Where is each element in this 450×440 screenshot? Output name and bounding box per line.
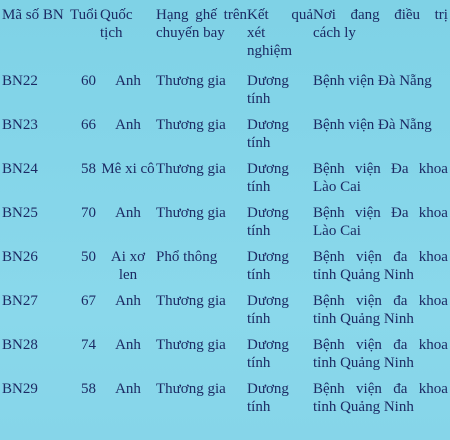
table-row <box>2 204 448 248</box>
treatment-place-line2: tỉnh Quảng Ninh <box>313 311 414 327</box>
table-row <box>2 380 448 424</box>
test-result-line1: Dương <box>247 73 289 89</box>
patient-nationality: Anh <box>115 205 141 221</box>
table-row <box>2 116 448 160</box>
treatment-place-line1 <box>313 336 448 354</box>
treatment-place-word: đa <box>393 337 408 353</box>
treatment-place-word: viện <box>354 161 381 177</box>
treatment-place-line1 <box>313 204 448 222</box>
patient-age: 67 <box>81 293 96 309</box>
treatment-place-word: Bệnh <box>313 249 345 265</box>
test-result-line1: Dương <box>247 381 289 397</box>
patient-nationality: Anh <box>115 293 141 309</box>
treatment-place-word: viện <box>356 293 382 309</box>
patient-age: 74 <box>81 337 96 353</box>
header-place-word: trị <box>434 7 448 23</box>
treatment-place-word: Bệnh <box>313 381 345 397</box>
treatment-place-word: khoa <box>418 205 448 221</box>
patient-nationality: Mê xi cô <box>101 161 155 177</box>
patient-test-result <box>247 72 313 108</box>
patient-test-result <box>247 380 313 416</box>
header-result-line3: nghiệm <box>247 43 292 59</box>
test-result-line2: tính <box>247 223 271 239</box>
treatment-place-line2: tỉnh Quảng Ninh <box>313 399 414 415</box>
treatment-place-word: khoa <box>418 161 448 177</box>
test-result-line1: Dương <box>247 205 289 221</box>
header-treatment-place <box>313 6 448 42</box>
header-patient-id: Mã số BN <box>2 7 64 23</box>
treatment-place-word: viện <box>354 205 381 221</box>
patient-id: BN27 <box>2 293 38 309</box>
test-result-line1: Dương <box>247 249 289 265</box>
patient-age: 70 <box>81 205 96 221</box>
header-result-word: quả <box>291 7 313 23</box>
test-result-line2: tính <box>247 311 271 327</box>
treatment-place-line1: Bệnh viện Đà Nẵng <box>313 117 432 133</box>
patient-treatment-place <box>313 204 448 240</box>
header-place-word: đang <box>350 7 380 23</box>
header-seat-word: Hạng <box>156 7 189 23</box>
treatment-place-line2: tỉnh Quảng Ninh <box>313 355 414 371</box>
patient-treatment-place <box>313 248 448 284</box>
table-row <box>2 248 448 292</box>
patient-nationality: Anh <box>115 337 141 353</box>
patient-test-result <box>247 116 313 152</box>
header-seat-class <box>156 6 247 42</box>
patient-seat-class: Thương gia <box>156 337 226 353</box>
table-row <box>2 160 448 204</box>
patient-nationality: Ai xơ len <box>110 249 146 283</box>
patient-seat-class: Thương gia <box>156 117 226 133</box>
patient-test-result <box>247 204 313 240</box>
header-result-line2: xét <box>247 25 266 41</box>
patient-nationality: Anh <box>115 117 141 133</box>
treatment-place-word: viện <box>356 249 382 265</box>
table-row <box>2 292 448 336</box>
patient-seat-class: Phổ thông <box>156 249 218 265</box>
patient-treatment-place <box>313 160 448 196</box>
patient-test-result <box>247 248 313 284</box>
test-result-line2: tính <box>247 267 271 283</box>
test-result-line2: tính <box>247 179 271 195</box>
treatment-place-word: Bệnh <box>313 161 345 177</box>
patient-treatment-place <box>313 380 448 416</box>
patient-age: 58 <box>81 161 96 177</box>
patient-test-result <box>247 160 313 196</box>
treatment-place-line2: Lào Cai <box>313 179 361 195</box>
header-result-line1 <box>247 6 313 24</box>
header-test-result <box>247 6 313 60</box>
treatment-place-word: Bệnh <box>313 293 345 309</box>
treatment-place-word: Bệnh <box>313 205 345 221</box>
table-row <box>2 72 448 116</box>
patient-treatment-place <box>313 116 448 134</box>
table-body <box>2 72 448 424</box>
test-result-line2: tính <box>247 91 271 107</box>
header-place-line1 <box>313 6 448 24</box>
test-result-line1: Dương <box>247 117 289 133</box>
header-age: Tuổi <box>70 7 98 23</box>
patient-table <box>2 6 448 424</box>
patient-treatment-place <box>313 336 448 372</box>
table-row <box>2 336 448 380</box>
patient-age: 50 <box>81 249 96 265</box>
treatment-place-line2: Lào Cai <box>313 223 361 239</box>
test-result-line1: Dương <box>247 337 289 353</box>
patient-seat-class: Thương gia <box>156 293 226 309</box>
test-result-line2: tính <box>247 399 271 415</box>
patient-treatment-place <box>313 72 448 90</box>
test-result-line1: Dương <box>247 161 289 177</box>
patient-id: BN24 <box>2 161 38 177</box>
patient-id: BN23 <box>2 117 38 133</box>
header-seat-line2: chuyến bay <box>156 25 225 41</box>
patient-nationality: Anh <box>115 73 141 89</box>
treatment-place-word: Đa <box>391 161 409 177</box>
test-result-line2: tính <box>247 355 271 371</box>
patient-test-result <box>247 292 313 328</box>
patient-id: BN28 <box>2 337 38 353</box>
header-place-word: Nơi <box>313 7 336 23</box>
patient-seat-class: Thương gia <box>156 205 226 221</box>
header-seat-word: ghế <box>195 7 217 23</box>
table-header-row <box>2 6 448 72</box>
test-result-line1: Dương <box>247 293 289 309</box>
patient-age: 66 <box>81 117 96 133</box>
header-place-line2: cách ly <box>313 25 356 41</box>
header-seat-word: trên <box>223 7 247 23</box>
test-result-line2: tính <box>247 135 271 151</box>
treatment-place-line2: tỉnh Quảng Ninh <box>313 267 414 283</box>
patient-seat-class: Thương gia <box>156 381 226 397</box>
patient-test-result <box>247 336 313 372</box>
header-nationality: Quốc tịch <box>100 7 133 41</box>
patient-id: BN25 <box>2 205 38 221</box>
patient-treatment-place <box>313 292 448 328</box>
treatment-place-word: viện <box>356 381 382 397</box>
treatment-place-line1 <box>313 248 448 266</box>
treatment-place-word: đa <box>393 249 408 265</box>
treatment-place-line1: Bệnh viện Đà Nẵng <box>313 73 432 89</box>
treatment-place-word: khoa <box>418 381 448 397</box>
treatment-place-word: khoa <box>418 249 448 265</box>
treatment-place-word: Đa <box>391 205 409 221</box>
treatment-place-word: đa <box>393 293 408 309</box>
treatment-place-line1 <box>313 380 448 398</box>
header-result-word: Kết <box>247 7 269 23</box>
treatment-place-line1 <box>313 292 448 310</box>
patient-seat-class: Thương gia <box>156 161 226 177</box>
treatment-place-word: đa <box>393 381 408 397</box>
patient-seat-class: Thương gia <box>156 73 226 89</box>
patient-id: BN29 <box>2 381 38 397</box>
treatment-place-word: Bệnh <box>313 337 345 353</box>
treatment-place-word: viện <box>356 337 382 353</box>
treatment-place-word: khoa <box>418 293 448 309</box>
patient-nationality: Anh <box>115 381 141 397</box>
patient-age: 58 <box>81 381 96 397</box>
header-seat-line1 <box>156 6 247 24</box>
treatment-place-word: khoa <box>418 337 448 353</box>
patient-id: BN26 <box>2 249 38 265</box>
treatment-place-line1 <box>313 160 448 178</box>
patient-id: BN22 <box>2 73 38 89</box>
patient-age: 60 <box>81 73 96 89</box>
header-place-word: điều <box>394 7 421 23</box>
